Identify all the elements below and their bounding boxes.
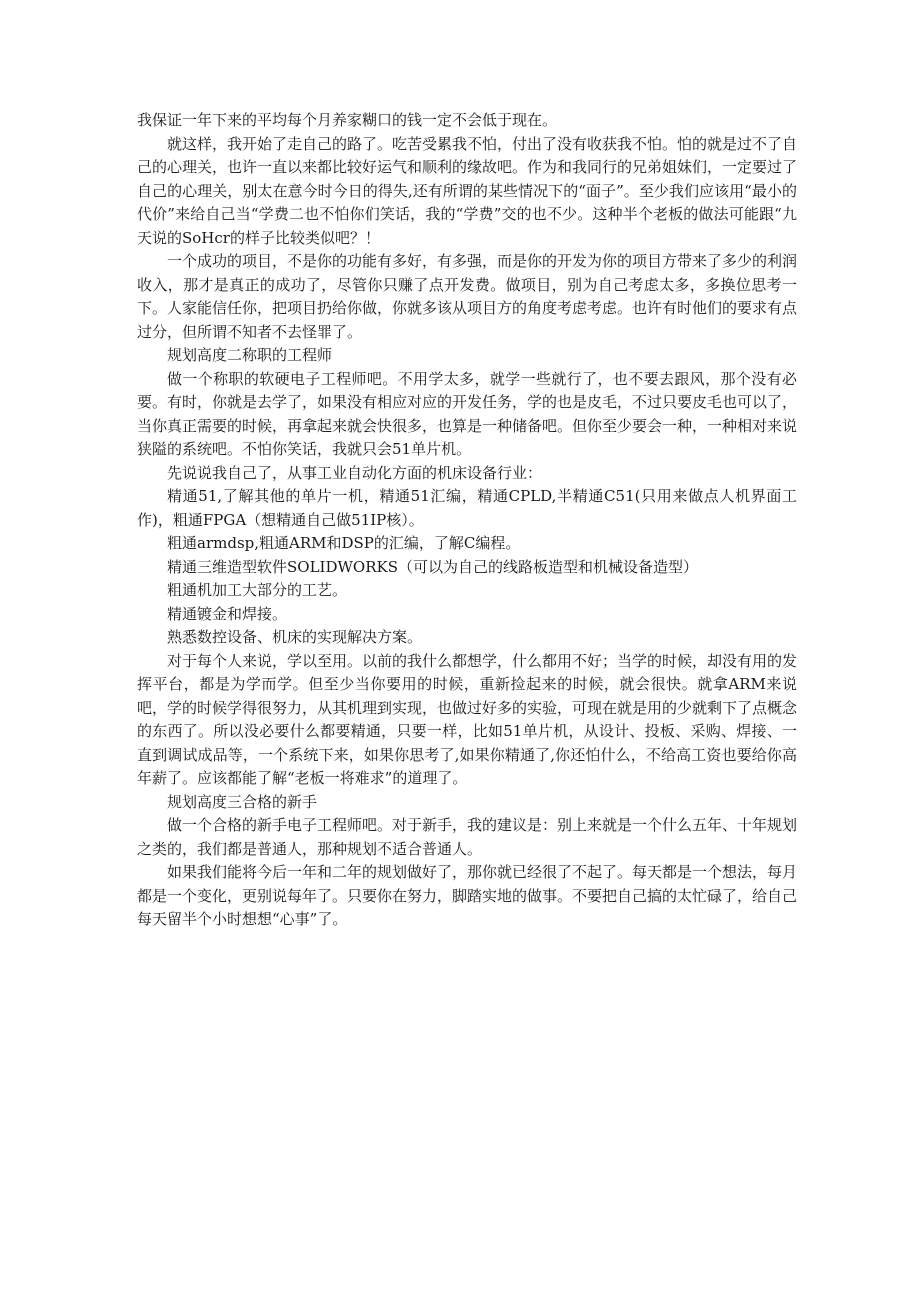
section-heading: 规划高度三合格的新手	[167, 792, 318, 811]
paragraph: 就这样，我开始了走自己的路了。吃苦受累我不怕，付出了没有收获我不怕。怕的就是过不了自己的心理关，也许一直以来都比较好运气和顺利的缘故吧。作为和我同行的兄弟姐妹们，一定要过了自己的心理关，别太在意今时今日的得失,还有所谓的某些情况下的“面子”。至少我们应该用“最小的代价”来给自己当“学费二也不怕你们笑话，我的“学费”交的也不少。这种半个老板的做法可能跟“九天说的SoHcr的样子比较类似吧？！	[137, 134, 798, 247]
skill-item: 粗通armdsp,粗通ARM和DSP的汇编，了解C编程。	[167, 534, 521, 552]
paragraph: 我保证一年下来的平均每个月养家糊口的钱一定不会低于现在。	[137, 111, 558, 129]
paragraph: 做一个合格的新手电子工程师吧。对于新手，我的建议是：别上来就是一个什么五年、十年规划之类的，我们都是普通人，那种规划不适合普通人。	[137, 816, 798, 858]
document-body	[137, 109, 797, 932]
skill-item: 精通三维造型软件SOLIDWORKS（可以为自己的线路板造型和机械设备造型）	[167, 557, 698, 576]
skill-item: 熟悉数控设备、机床的实现解决方案。	[167, 628, 423, 646]
skill-item: 精通镀金和焊接。	[167, 604, 288, 623]
paragraph: 如果我们能将今后一年和二年的规划做好了，那你就已经很了不起了。每天都是一个想法，每月都是一个变化，更别说每年了。只要你在努力，脚踏实地的做事。不要把自己搞的太忙碌了，给自己每天留半个小时想想“心事”了。	[137, 863, 798, 928]
paragraph: 一个成功的项目，不是你的功能有多好，有多强，而是你的开发为你的项目方带来了多少的利润收入，那才是真正的成功了，尽管你只赚了点开发费。做项目，别为自己考虑太多，多换位思考一下。人家能信任你，把项目扔给你做，你就多该从项目方的角度考虑考虑。也许有时他们的要求有点过分，但所谓不知者不去怪罪了。	[137, 252, 798, 341]
skill-item: 精通51,了解其他的单片一机，精通51汇编，精通CPLD,半精通C51(只用来做点人机界面工作)，粗通FPGA（想精通自己做51IP核）。	[137, 487, 797, 529]
paragraph: 对于每个人来说，学以至用。以前的我什么都想学，什么都用不好；当学的时候，却没有用的发挥平台，都是为学而学。但至少当你要用的时候，重新捡起来的时候，就会很快。就拿ARM来说吧，学的时候学得很努力，从其机理到实现，也做过好多的实验，可现在就是用的少就剩下了点概念的东西了。所以没必要什么都要精通，只要一样，比如51单片机，从设计、投板、采购、焊接、一直到调试成品等，一个系统下来，如果你思考了,如果你精通了,你还怕什么，不给高工资也要给你高年薪了。应该都能了解“老板一将难求”的道理了。	[137, 651, 798, 787]
section-heading: 规划高度二称职的工程师	[167, 346, 333, 364]
paragraph: 先说说我自己了，从事工业自动化方面的机床设备行业：	[167, 463, 543, 482]
paragraph: 做一个称职的软硬电子工程师吧。不用学太多，就学一些就行了，也不要去跟风，那个没有必要。有时，你就是去学了，如果没有相应对应的开发任务，学的也是皮毛，不过只要皮毛也可以了，当你真正需要的时候，再拿起来就会快很多，也算是一种储备吧。但你至少要会一种，一种相对来说狭隘的系统吧。不怕你笑话，我就只会51单片机。	[137, 369, 798, 458]
skill-item: 粗通机加工大部分的工艺。	[167, 581, 348, 599]
